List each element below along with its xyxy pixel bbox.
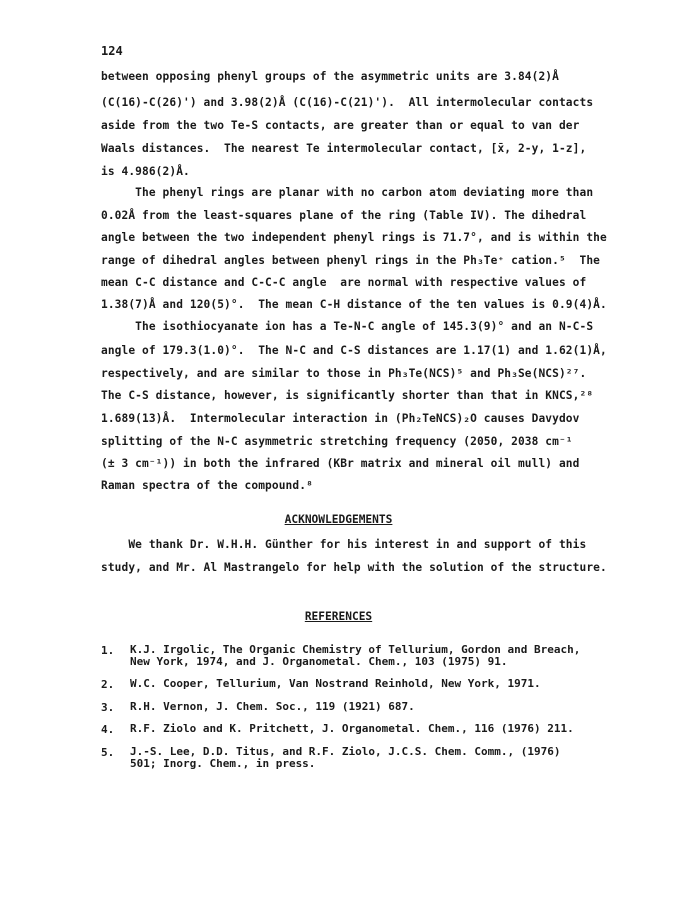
reference-text: J.-S. Lee, D.D. Titus, and R.F. Ziolo, J.C.S. Chem. Comm., (1976) 501; Inorg. Chem., in press. [130,745,561,770]
reference-text: R.F. Ziolo and K. Pritchett, J. Organometal. Chem., 116 (1976) 211. [130,722,574,735]
body-line: angle between the two independent phenyl rings is 71.7°, and is within the [101,231,607,244]
body-line: (C(16)-C(26)') and 3.98(2)Å (C(16)-C(21)'). All intermolecular contacts [101,96,594,109]
body-line: The phenyl rings are planar with no carbon atom deviating more than [101,186,594,199]
reference-text: K.J. Irgolic, The Organic Chemistry of Tellurium, Gordon and Breach, New York, 1974, and J. Organometal. Chem., 103 (1975) 91. [130,643,581,668]
body-line: aside from the two Te-S contacts, are greater than or equal to van der [101,119,580,132]
references-heading-text: REFERENCES [304,610,373,623]
body-line: The isothiocyanate ion has a Te-N-C angle of 145.3(9)° and an N-C-S [101,320,594,333]
body-line: Raman spectra of the compound.⁸ [101,479,313,492]
reference-number: 3. [101,701,115,714]
references-heading [0,610,677,623]
acknowledgements-line: study, and Mr. Al Mastrangelo for help with the solution of the structure. [101,561,607,574]
body-line: between opposing phenyl groups of the asymmetric units are 3.84(2)Å [101,70,559,83]
body-line: angle of 179.3(1.0)°. The N-C and C-S distances are 1.17(1) and 1.62(1)Å, [101,344,607,357]
body-line: Waals distances. The nearest Te intermolecular contact, [x̄, 2-y, 1-z], [101,142,587,155]
reference-number: 1. [101,644,115,657]
body-line: 1.38(7)Å and 120(5)°. The mean C-H distance of the ten values is 0.9(4)Å. [101,298,607,311]
reference-number: 2. [101,678,115,691]
body-line: respectively, and are similar to those in Ph₃Te(NCS)⁵ and Ph₃Se(NCS)²⁷. [101,367,587,380]
acknowledgements-heading-text: ACKNOWLEDGEMENTS [284,513,393,526]
body-line: (± 3 cm⁻¹)) in both the infrared (KBr matrix and mineral oil mull) and [101,457,580,470]
body-line: mean C-C distance and C-C-C angle are normal with respective values of [101,276,587,289]
body-line: is 4.986(2)Å. [101,165,190,178]
body-line: range of dihedral angles between phenyl rings in the Ph₃Te⁺ cation.⁵ The [101,254,600,267]
body-line: 0.02Å from the least-squares plane of the ring (Table IV). The dihedral [101,209,587,222]
acknowledgements-heading [0,513,677,526]
page-number: 124 [101,44,123,58]
body-line: splitting of the N-C asymmetric stretching frequency (2050, 2038 cm⁻¹ [101,435,573,448]
body-line: 1.689(13)Å. Intermolecular interaction in (Ph₂TeNCS)₂O causes Davydov [101,412,580,425]
reference-text: W.C. Cooper, Tellurium, Van Nostrand Reinhold, New York, 1971. [130,677,541,690]
acknowledgements-line: We thank Dr. W.H.H. Günther for his interest in and support of this [101,538,587,551]
reference-text: R.H. Vernon, J. Chem. Soc., 119 (1921) 687. [130,700,415,713]
body-line: The C-S distance, however, is significantly shorter than that in KNCS,²⁸ [101,389,594,402]
reference-number: 5. [101,746,115,759]
reference-number: 4. [101,723,115,736]
